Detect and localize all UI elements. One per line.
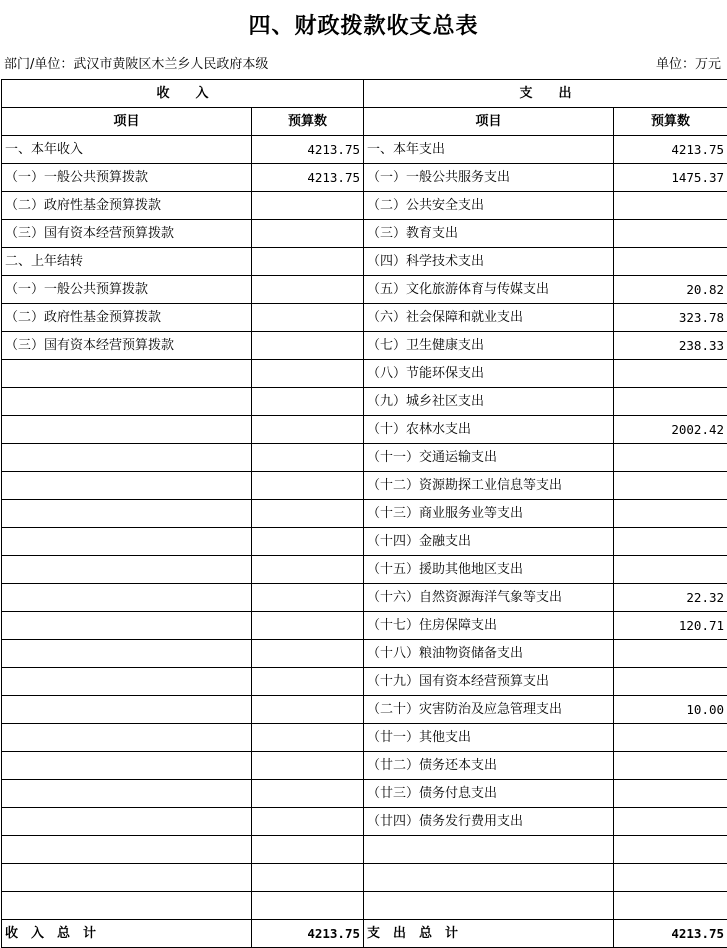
table-row (2, 304, 727, 332)
expense-item-cell: 一、本年支出 (364, 136, 614, 164)
expense-budget-cell: 10.00 (614, 696, 727, 724)
income-budget-cell (252, 780, 364, 808)
table-row (2, 556, 727, 584)
expense-budget-cell (614, 752, 727, 780)
income-item-cell (2, 500, 252, 528)
income-item-cell (2, 696, 252, 724)
column-header-row (2, 108, 727, 136)
expense-budget-cell (614, 892, 727, 920)
expense-budget-cell: 120.71 (614, 612, 727, 640)
income-budget-cell (252, 192, 364, 220)
income-budget-cell (252, 500, 364, 528)
expense-item-cell: （十七）住房保障支出 (364, 612, 614, 640)
income-item-cell (2, 836, 252, 864)
table-row (2, 724, 727, 752)
income-item-cell: （一）一般公共预算拨款 (2, 276, 252, 304)
income-budget-cell (252, 836, 364, 864)
expense-budget-cell: 1475.37 (614, 164, 727, 192)
table-row (2, 612, 727, 640)
income-item-cell (2, 752, 252, 780)
income-item-cell (2, 892, 252, 920)
income-item-cell (2, 612, 252, 640)
income-budget-cell (252, 724, 364, 752)
expense-budget-cell (614, 388, 727, 416)
expense-item-cell: （九）城乡社区支出 (364, 388, 614, 416)
expense-item-cell: （十九）国有资本经营预算支出 (364, 668, 614, 696)
income-budget-cell (252, 472, 364, 500)
expense-budget-cell (614, 444, 727, 472)
expense-item-cell: （二十）灾害防治及应急管理支出 (364, 696, 614, 724)
income-item-cell: 二、上年结转 (2, 248, 252, 276)
expense-budget-cell: 4213.75 (614, 136, 727, 164)
income-item-cell (2, 584, 252, 612)
expense-item-cell: （十四）金融支出 (364, 528, 614, 556)
table-row (2, 388, 727, 416)
expense-budget-cell (614, 836, 727, 864)
expense-item-cell: （一）一般公共服务支出 (364, 164, 614, 192)
department-unit-label: 部门/单位：武汉市黄陂区木兰乡人民政府本级 (4, 55, 268, 75)
income-item-cell (2, 808, 252, 836)
table-row (2, 640, 727, 668)
income-budget-cell (252, 752, 364, 780)
currency-unit-label: 单位：万元 (656, 55, 721, 75)
expense-item-cell: （四）科学技术支出 (364, 248, 614, 276)
income-item-header: 项目 (2, 108, 252, 136)
income-item-cell (2, 360, 252, 388)
expense-budget-cell (614, 724, 727, 752)
income-budget-cell (252, 332, 364, 360)
expense-budget-cell: 2002.42 (614, 416, 727, 444)
income-total-label: 收 入 总 计 (2, 920, 252, 948)
income-budget-cell (252, 864, 364, 892)
expense-item-cell: （廿三）债务付息支出 (364, 780, 614, 808)
expense-item-cell: （十八）粮油物资储备支出 (364, 640, 614, 668)
income-item-cell: （二）政府性基金预算拨款 (2, 304, 252, 332)
expense-item-cell (364, 864, 614, 892)
expense-budget-cell (614, 780, 727, 808)
table-row (2, 136, 727, 164)
income-item-cell: （三）国有资本经营预算拨款 (2, 332, 252, 360)
expense-total-label: 支 出 总 计 (364, 920, 614, 948)
table-row (2, 220, 727, 248)
expense-budget-cell (614, 500, 727, 528)
income-item-cell: （一）一般公共预算拨款 (2, 164, 252, 192)
table-row (2, 752, 727, 780)
expense-item-cell: （三）教育支出 (364, 220, 614, 248)
expense-budget-cell (614, 528, 727, 556)
income-item-cell (2, 724, 252, 752)
income-item-cell (2, 556, 252, 584)
income-section-header: 收 入 (2, 80, 364, 108)
expense-item-cell: （五）文化旅游体育与传媒支出 (364, 276, 614, 304)
expense-item-cell: （八）节能环保支出 (364, 360, 614, 388)
section-header-row (2, 80, 727, 108)
expense-item-cell: （十三）商业服务业等支出 (364, 500, 614, 528)
income-item-cell: （三）国有资本经营预算拨款 (2, 220, 252, 248)
income-budget-cell (252, 892, 364, 920)
table-row (2, 192, 727, 220)
income-budget-cell (252, 388, 364, 416)
expense-total-value: 4213.75 (614, 920, 727, 948)
income-budget-cell (252, 556, 364, 584)
table-row (2, 808, 727, 836)
expense-item-cell (364, 836, 614, 864)
table-row (2, 500, 727, 528)
expense-budget-cell: 20.82 (614, 276, 727, 304)
income-item-cell (2, 472, 252, 500)
table-row (2, 528, 727, 556)
expense-item-cell: （十）农林水支出 (364, 416, 614, 444)
income-budget-cell (252, 248, 364, 276)
table-row (2, 444, 727, 472)
income-item-cell (2, 444, 252, 472)
expense-budget-cell (614, 640, 727, 668)
expense-budget-cell (614, 220, 727, 248)
expense-budget-cell (614, 472, 727, 500)
table-row (2, 864, 727, 892)
table-row (2, 696, 727, 724)
table-row (2, 248, 727, 276)
table-row (2, 780, 727, 808)
budget-table (1, 79, 727, 948)
income-budget-header: 预算数 (252, 108, 364, 136)
income-item-cell: 一、本年收入 (2, 136, 252, 164)
income-budget-cell: 4213.75 (252, 136, 364, 164)
income-budget-cell (252, 668, 364, 696)
expense-budget-cell: 238.33 (614, 332, 727, 360)
table-row (2, 472, 727, 500)
expense-item-cell: （十五）援助其他地区支出 (364, 556, 614, 584)
income-budget-cell (252, 640, 364, 668)
income-budget-cell (252, 696, 364, 724)
expense-item-cell: （二）公共安全支出 (364, 192, 614, 220)
expense-budget-cell: 323.78 (614, 304, 727, 332)
income-budget-cell (252, 808, 364, 836)
table-row (2, 584, 727, 612)
table-row (2, 892, 727, 920)
income-budget-cell (252, 528, 364, 556)
expense-item-cell: （十六）自然资源海洋气象等支出 (364, 584, 614, 612)
expense-budget-cell (614, 808, 727, 836)
expense-budget-cell (614, 192, 727, 220)
expense-item-header: 项目 (364, 108, 614, 136)
income-budget-cell (252, 612, 364, 640)
expense-budget-cell (614, 668, 727, 696)
expense-budget-cell (614, 556, 727, 584)
income-budget-cell: 4213.75 (252, 164, 364, 192)
income-total-value: 4213.75 (252, 920, 364, 948)
totals-row (2, 920, 727, 948)
page-title: 四、财政拨款收支总表 (0, 10, 727, 42)
expense-budget-cell (614, 864, 727, 892)
table-row (2, 668, 727, 696)
income-budget-cell (252, 276, 364, 304)
expense-item-cell: （七）卫生健康支出 (364, 332, 614, 360)
income-item-cell (2, 528, 252, 556)
expense-item-cell: （六）社会保障和就业支出 (364, 304, 614, 332)
expense-section-header: 支 出 (364, 80, 727, 108)
expense-item-cell: （廿二）债务还本支出 (364, 752, 614, 780)
expense-budget-cell: 22.32 (614, 584, 727, 612)
income-budget-cell (252, 360, 364, 388)
expense-budget-cell (614, 248, 727, 276)
income-budget-cell (252, 304, 364, 332)
income-budget-cell (252, 584, 364, 612)
table-row (2, 836, 727, 864)
expense-item-cell: （廿四）债务发行费用支出 (364, 808, 614, 836)
expense-item-cell: （十二）资源勘探工业信息等支出 (364, 472, 614, 500)
income-item-cell (2, 388, 252, 416)
budget-table-body (2, 80, 727, 948)
expense-item-cell (364, 892, 614, 920)
income-budget-cell (252, 220, 364, 248)
income-item-cell (2, 780, 252, 808)
expense-item-cell: （廿一）其他支出 (364, 724, 614, 752)
income-budget-cell (252, 416, 364, 444)
table-row (2, 276, 727, 304)
income-item-cell: （二）政府性基金预算拨款 (2, 192, 252, 220)
table-row (2, 332, 727, 360)
expense-budget-header: 预算数 (614, 108, 727, 136)
table-row (2, 360, 727, 388)
income-budget-cell (252, 444, 364, 472)
income-item-cell (2, 864, 252, 892)
income-item-cell (2, 416, 252, 444)
income-item-cell (2, 640, 252, 668)
table-row (2, 164, 727, 192)
expense-item-cell: （十一）交通运输支出 (364, 444, 614, 472)
income-item-cell (2, 668, 252, 696)
expense-budget-cell (614, 360, 727, 388)
table-row (2, 416, 727, 444)
